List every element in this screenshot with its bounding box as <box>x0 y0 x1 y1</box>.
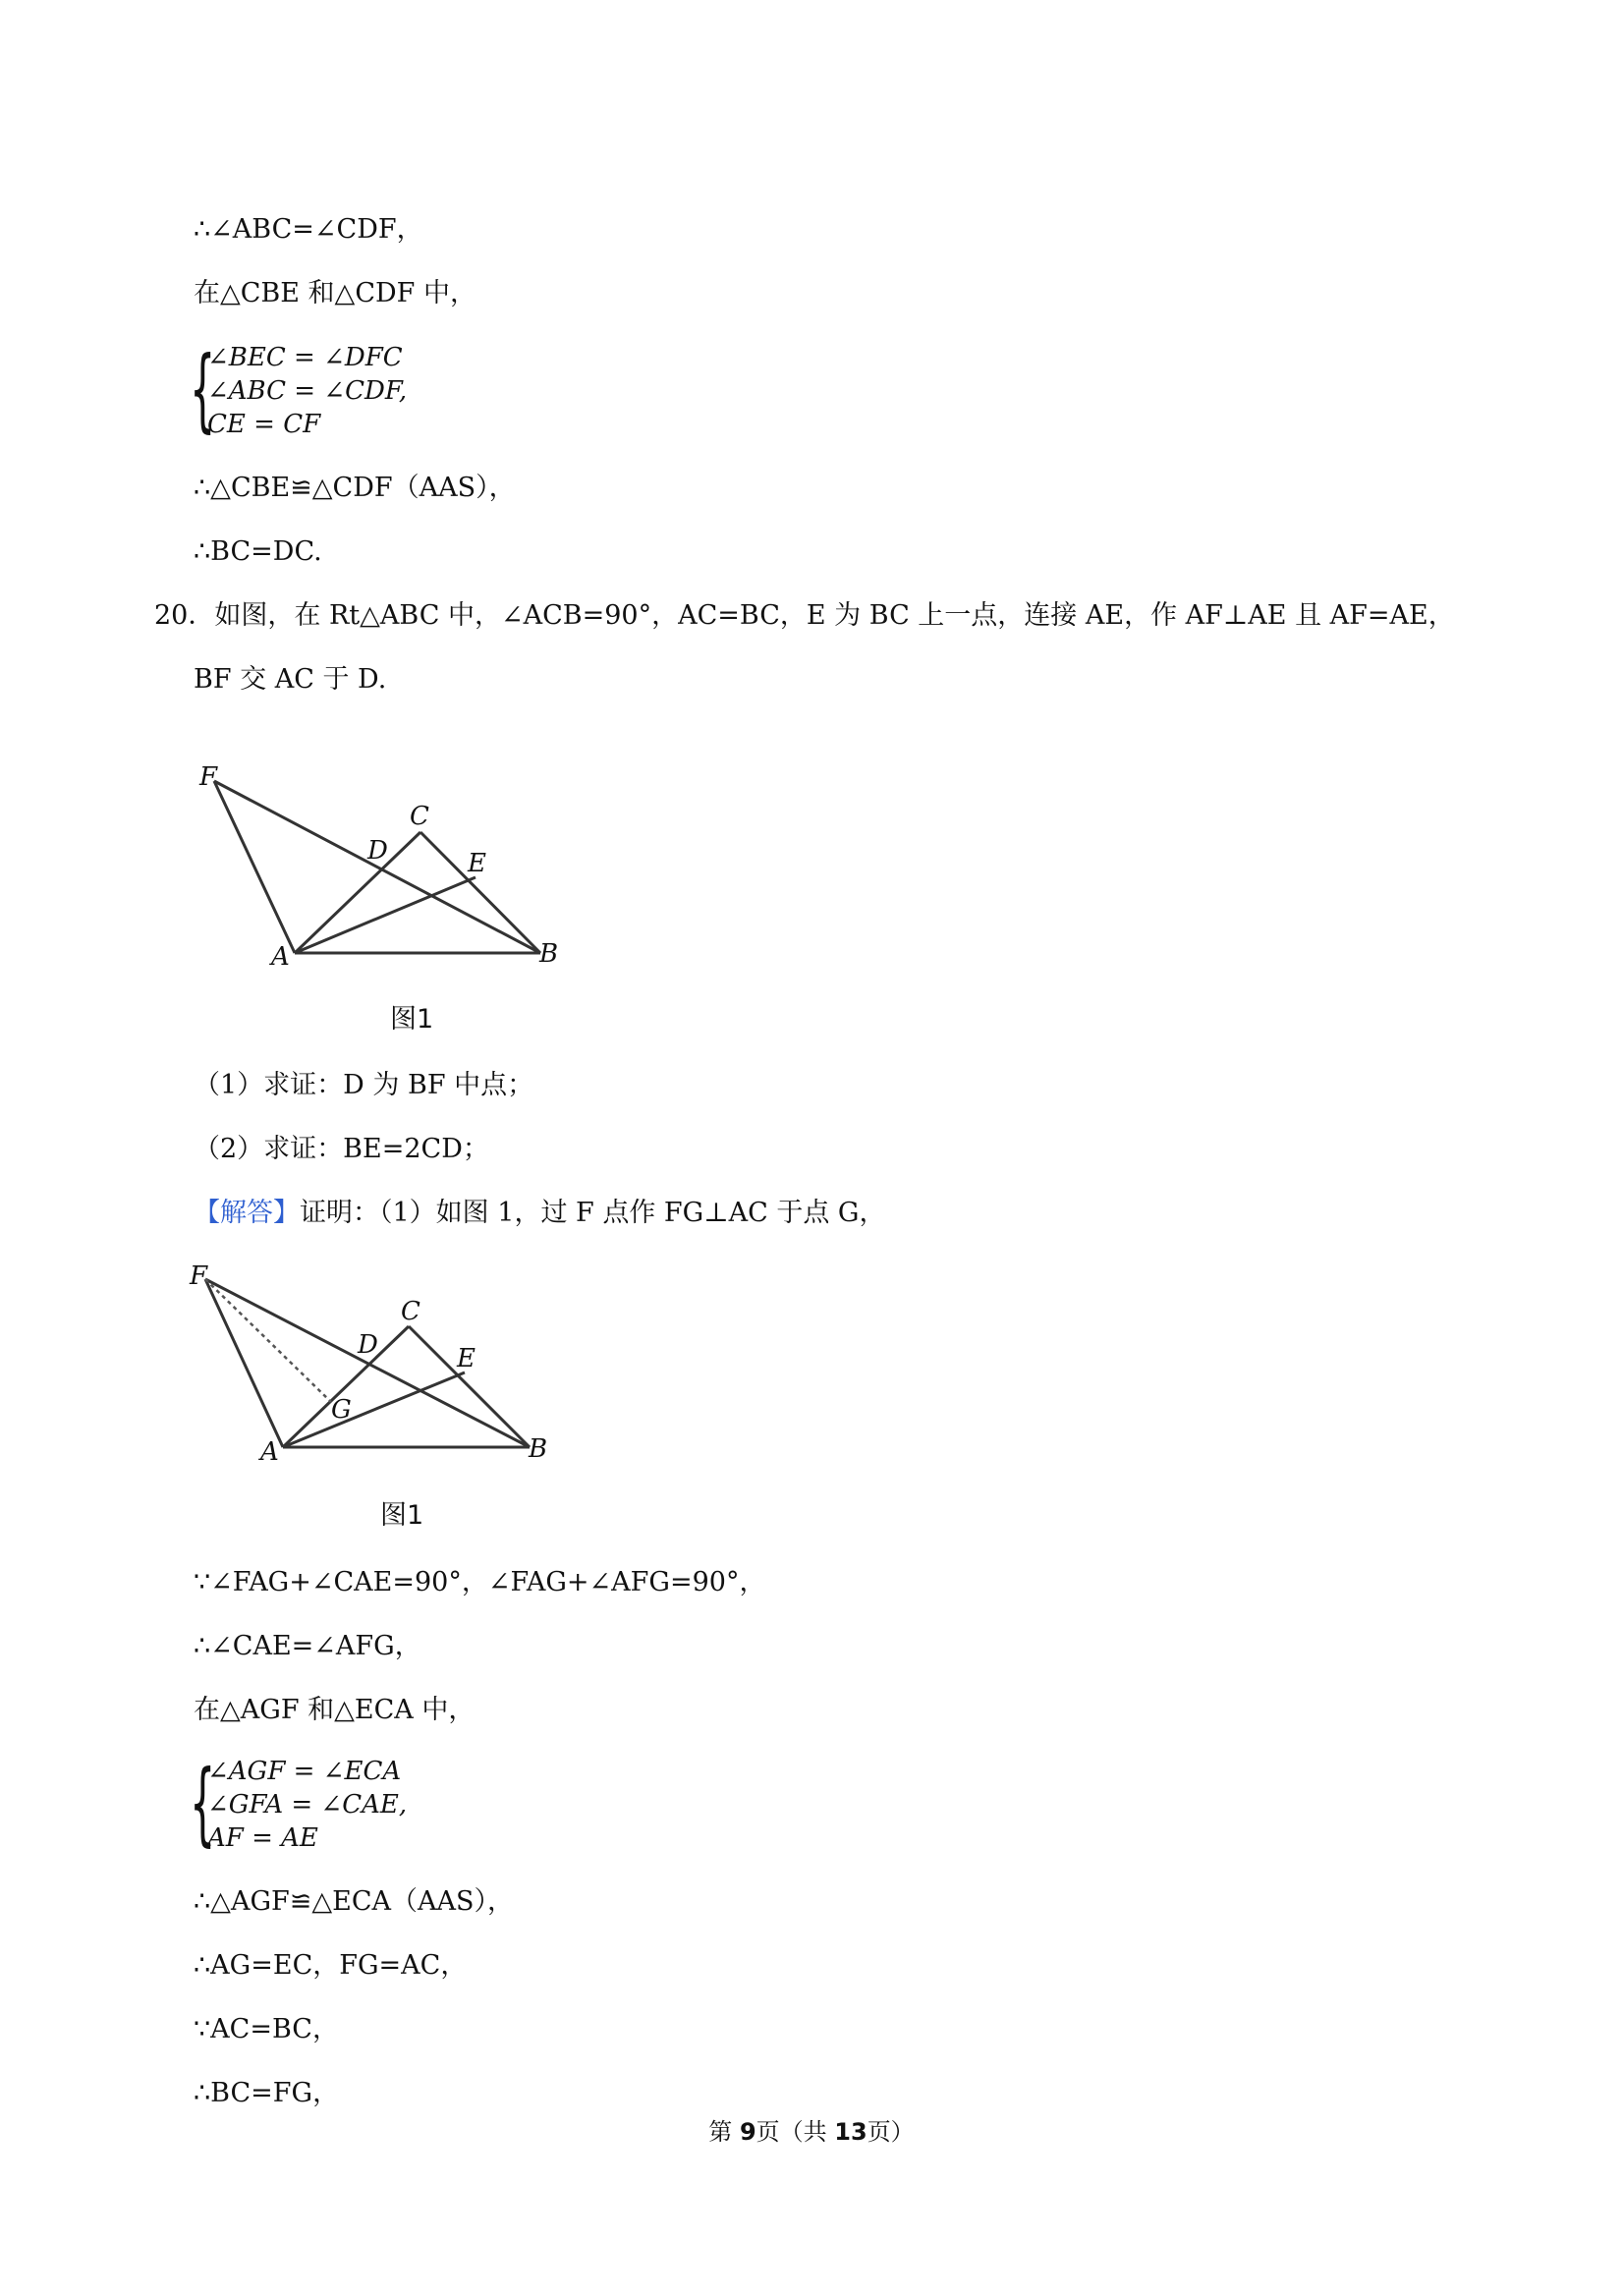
footer-total-pages: 13 <box>834 2118 867 2146</box>
question-20-line2: BF 交 AC 于 D. <box>194 664 387 695</box>
system-row: ∠ABC = ∠CDF, <box>207 376 408 406</box>
label-B: B <box>529 1434 548 1464</box>
answer-text: 证明：（1）如图 1，过 F 点作 FG⊥AC 于点 G， <box>300 1198 886 1228</box>
label-A: A <box>260 1437 279 1467</box>
footer-page-number: 9 <box>739 2118 756 2146</box>
part-2-question: （2）求证：BE=2CD； <box>194 1134 489 1164</box>
label-E: E <box>468 849 486 878</box>
step-cae-eq-afg: ∴∠CAE=∠AFG， <box>194 1631 421 1661</box>
system-row: ∠AGF = ∠ECA <box>207 1757 402 1786</box>
footer-suffix: 页） <box>867 2118 915 2146</box>
geometry-figure-1 <box>192 752 575 968</box>
step-in-triangles-2: 在△AGF 和△ECA 中， <box>194 1695 476 1725</box>
label-D: D <box>367 836 388 866</box>
figure-1-caption: 图1 <box>390 1004 434 1035</box>
left-brace: { <box>190 337 216 442</box>
system-row: ∠BEC = ∠DFC <box>207 343 403 372</box>
part-1-question: （1）求证：D 为 BF 中点； <box>194 1070 534 1100</box>
answer-tag: 【解答】 <box>194 1198 300 1228</box>
step-in-triangles: 在△CBE 和△CDF 中， <box>194 278 476 308</box>
step-abc-eq-cdf: ∴∠ABC=∠CDF， <box>194 214 423 245</box>
figure-2-caption: 图1 <box>380 1500 424 1531</box>
label-B: B <box>539 939 559 968</box>
label-A: A <box>271 942 290 968</box>
step-bc-eq-dc: ∴BC=DC. <box>194 536 322 567</box>
system-row: AF = AE <box>207 1823 318 1853</box>
label-E: E <box>457 1344 476 1373</box>
page-footer <box>0 2112 1623 2147</box>
step-congruent-2: ∴△AGF≌△ECA（AAS）， <box>194 1886 514 1917</box>
left-brace: { <box>190 1751 216 1856</box>
step-angle-sum: ∵∠FAG+∠CAE=90°，∠FAG+∠AFG=90°， <box>194 1567 766 1597</box>
label-C: C <box>410 802 429 831</box>
system-row: ∠GFA = ∠CAE, <box>207 1790 408 1820</box>
system-row: CE = CF <box>207 410 321 439</box>
label-C: C <box>401 1297 420 1326</box>
step-ac-eq-bc: ∵AC=BC， <box>194 2014 339 2044</box>
step-congruent: ∴△CBE≌△CDF（AAS）， <box>194 473 516 503</box>
label-D: D <box>358 1330 378 1360</box>
label-G: G <box>331 1395 352 1425</box>
step-ag-eq-ec: ∴AG=EC，FG=AC， <box>194 1950 468 1981</box>
geometry-figure-2 <box>182 1253 565 1469</box>
question-20-line1: 20．如图，在 Rt△ABC 中，∠ACB=90°，AC=BC，E 为 BC 上一点，连接 AE，作 AF⊥AE 且 AF=AE， <box>154 600 1455 631</box>
label-F: F <box>190 1261 208 1291</box>
footer-middle: 页（共 <box>756 2118 835 2146</box>
answer-intro <box>194 1197 886 1230</box>
label-F: F <box>199 762 218 792</box>
step-bc-eq-fg: ∴BC=FG， <box>194 2078 340 2108</box>
footer-prefix: 第 <box>708 2118 740 2146</box>
